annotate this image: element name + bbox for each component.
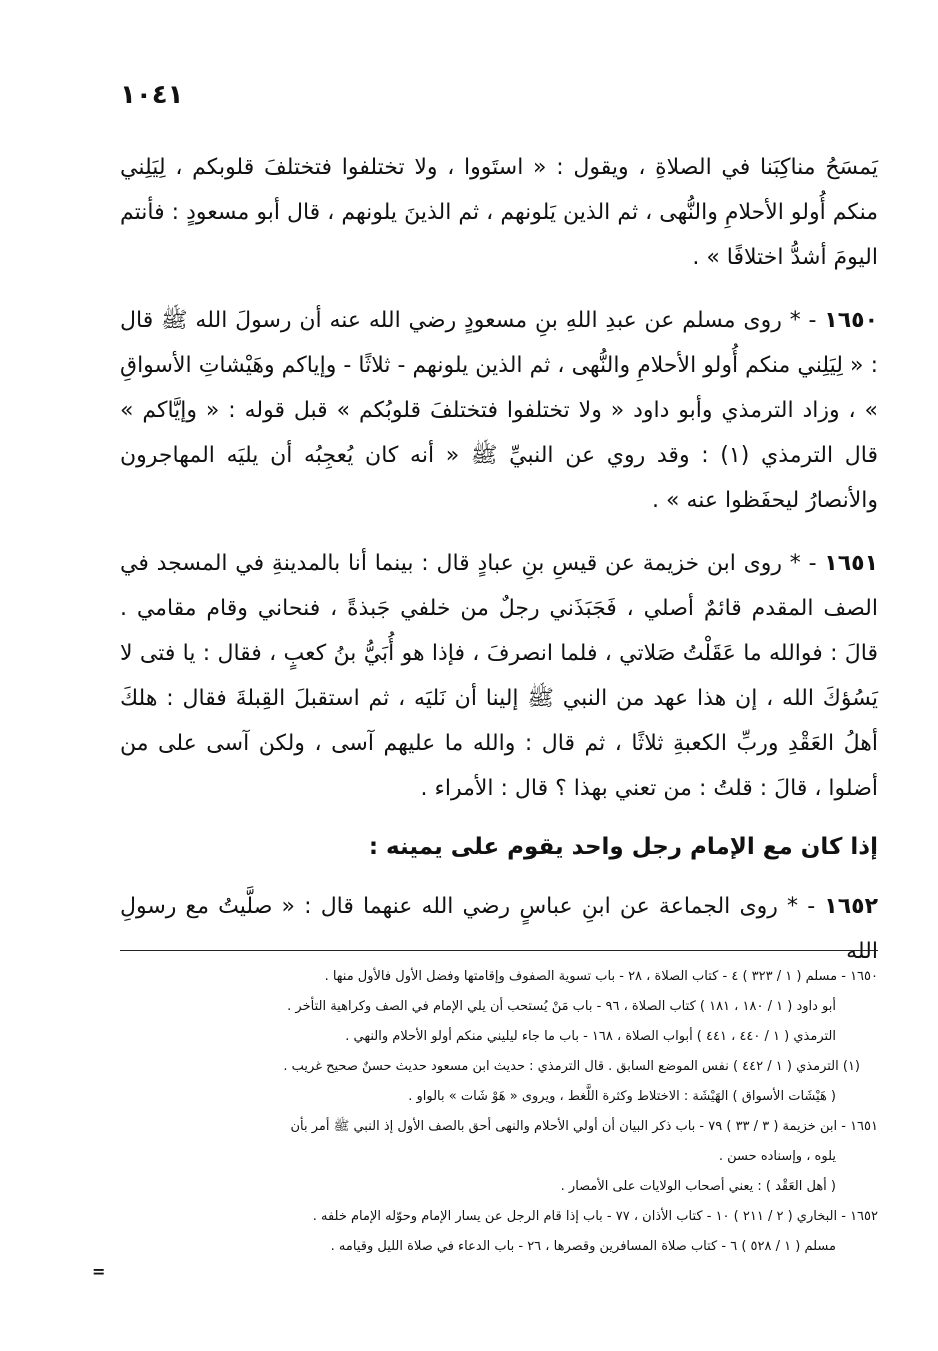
footnote-line: ( أهل العَقْد ) : يعني أصحاب الولايات على الأمصار . [560, 1179, 836, 1194]
margin-mark: = [92, 1262, 106, 1281]
hadith-1650 [120, 298, 878, 523]
footnote-line: ١٦٥٢ - البخاري ( ٢ / ٢١١ ) ١٠ - كتاب الأذان ، ٧٧ - باب إذا قام الرجل عن يسار الإمام وحوّله الإمام خلفه . [312, 1209, 878, 1224]
section-heading: إذا كان مع الإمام رجل واحد يقوم على يمينه : [368, 834, 878, 860]
hadith-number-1652: ١٦٥٢ [824, 894, 879, 919]
footnote-divider [120, 950, 878, 951]
intro-paragraph: يَمسَحُ مناكِبَنا في الصلاةِ ، ويقول : « استَووا ، ولا تختلفوا فتختلفَ قلوبكم ، لِيَلِني منكم أُولو الأحلامِ والنُّهى ، ثم الذين يَلونهم ، ثم الذينَ يلونهم ، قال أبو مسعودٍ : فأنتم اليومَ أشدُّ اختلافًا » . [120, 155, 878, 270]
footnote-line: (١) الترمذي ( ١ / ٤٤٢ ) نفس الموضع السابق . قال الترمذي : حديث ابن مسعود حديث حسنٌ صحيح غريب . [283, 1059, 860, 1074]
hadith-1652 [120, 884, 878, 974]
footnote-line: ( هَيْشَات الأسواق ) الهَيْشَة : الاختلاط وكثرة اللَّغط ، ويروى « هَوْ شَات » بالواو . [408, 1089, 836, 1104]
footnote-line: أبو داود ( ١ / ١٨٠ ، ١٨١ ) كتاب الصلاة ، ٩٦ - باب مَنْ يُستحب أن يلي الإمام في الصف وكراهية التأخر . [287, 999, 836, 1014]
footnotes [120, 962, 878, 1262]
book-page [120, 70, 878, 1300]
hadith-number-1651: ١٦٥١ [824, 551, 878, 576]
footnote-line: مسلم ( ١ / ٥٢٨ ) ٦ - كتاب صلاة المسافرين وقصرها ، ٢٦ - باب الدعاء في صلاة الليل وقيامه . [330, 1239, 836, 1254]
hadith-text-1650: - * روى مسلم عن عبدِ اللهِ بنِ مسعودٍ رضي الله عنه أن رسولَ الله ﷺ قال : « لِيَلِني منكم أُولو الأحلامِ والنُّهى ، ثم الذين يلونهم - ثلاثًا - وإياكم وهَيْشاتِ الأسواقِ » ، وزاد الترمذي وأبو داود « ولا تختلفوا فتختلفَ قلوبُكم » قبل قوله : « وإيَّاكم » قال الترمذي (١) : وقد روي عن النبيِّ ﷺ « أنه كان يُعجِبُه أن يليَه المهاجرون والأنصارُ ليحفَظوا عنه » . [120, 308, 878, 513]
hadith-text-1652: - * روى الجماعة عن ابنِ عباسٍ رضي الله عنهما قال : « صلَّيتُ مع رسولِ الله [120, 894, 878, 964]
page-number: ١٠٤١ [120, 80, 184, 110]
footnote-line: ١٦٥٠ - مسلم ( ١ / ٣٢٣ ) ٤ - كتاب الصلاة ، ٢٨ - باب تسوية الصفوف وإقامتها وفضل الأول فالأول منها . [324, 969, 878, 984]
hadith-text-1651: - * روى ابن خزيمة عن قيسِ بنِ عبادٍ قال : بينما أنا بالمدينةِ في المسجد في الصف المقدم قائمٌ أصلي ، فَجَبَذَني رجلٌ من خلفي جَبذةً ، فنحاني وقام مقامي . قالَ : فوالله ما عَقَلْتُ صَلاتي ، فلما انصرفَ ، فإذا هو أُبَيُّ بنُ كعبٍ ، فقال : يا فتى لا يَسُؤكَ الله ، إن هذا عهد من النبي ﷺ إلينا أن نَليَه ، ثم استقبلَ القِبلةَ فقال : هلكَ أهلُ العَقْدِ وربِّ الكعبةِ ثلاثًا ، ثم قال : والله ما عليهم آسى ، ولكن آسى على من أضلوا ، قالَ : قلتُ : من تعني بهذا ؟ قال : الأمراء . [120, 551, 878, 801]
footnote-line: يلوه ، وإسناده حسن . [718, 1149, 836, 1164]
main-text [120, 145, 878, 992]
footnote-line: ١٦٥١ - ابن خزيمة ( ٣ / ٣٣ ) ٧٩ - باب ذكر البيان أن أولي الأحلام والنهى أحق بالصف الأول إذ النبي ﷺ أمر بأن [290, 1119, 878, 1134]
hadith-1651 [120, 541, 878, 811]
footnote-line: الترمذي ( ١ / ٤٤٠ ، ٤٤١ ) أبواب الصلاة ، ١٦٨ - باب ما جاء ليليني منكم أولو الأحلام والنهي . [345, 1029, 836, 1044]
hadith-number-1650: ١٦٥٠ [824, 308, 878, 333]
